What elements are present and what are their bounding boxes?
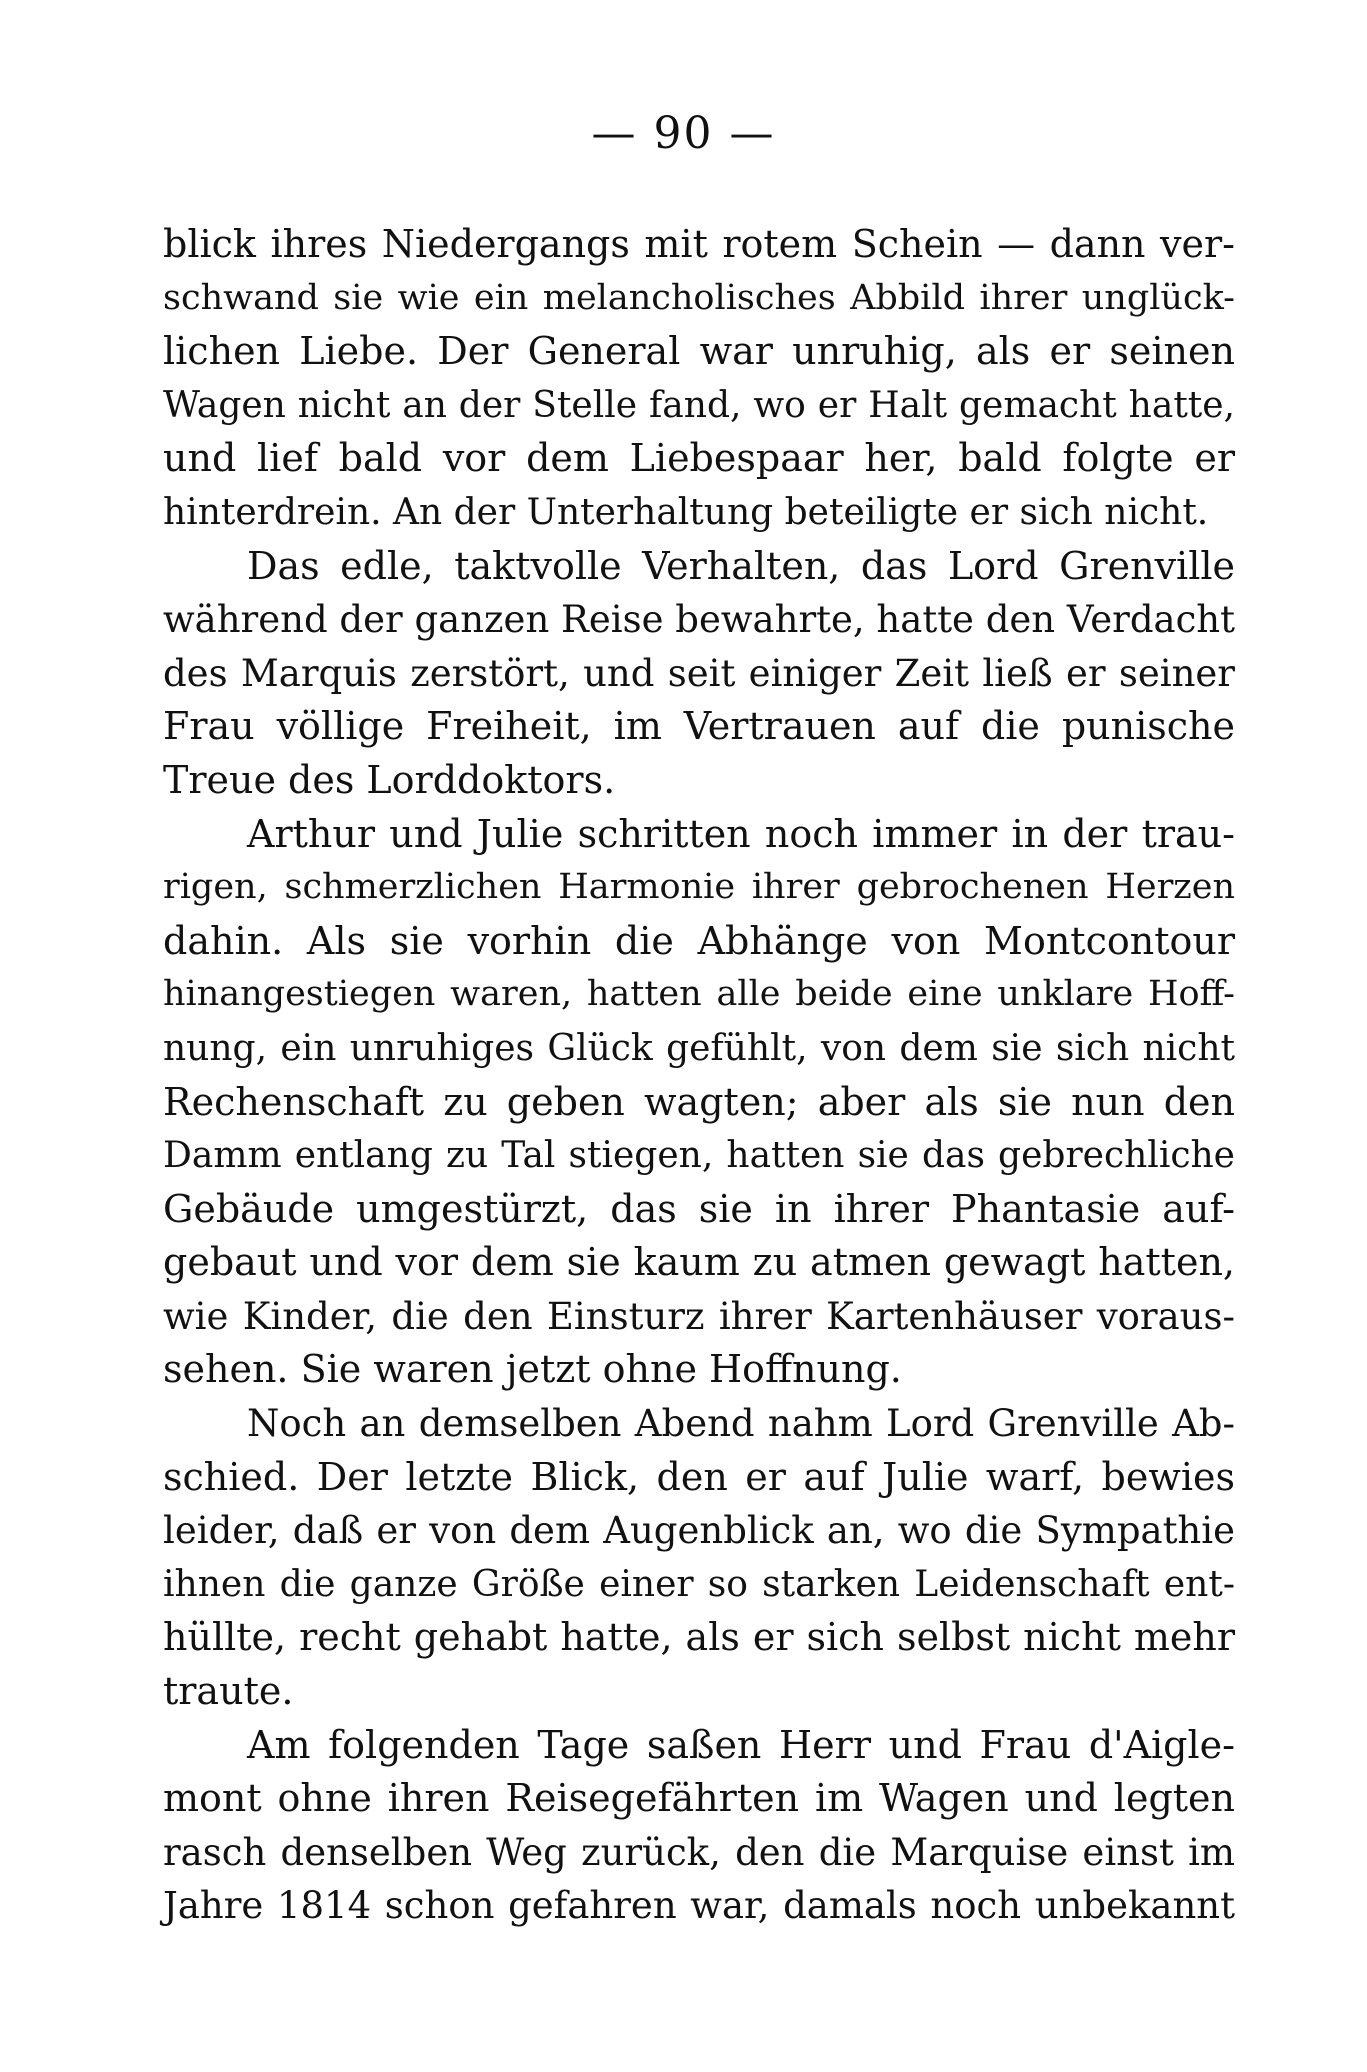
- paragraph-start-line: Arthur und Julie schritten noch immer in der trau-: [247, 811, 1235, 856]
- text-line: und lief bald vor dem Liebespaar her, bald folgte er: [163, 436, 1235, 481]
- text-line: gebaut und vor dem sie kaum zu atmen gewagt hatten,: [163, 1240, 1235, 1285]
- body-text: [163, 218, 1235, 1933]
- page-number: — 90 —: [591, 108, 776, 159]
- text-line: nung, ein unruhiges Glück gefühlt, von dem sie sich nicht: [163, 1027, 1235, 1069]
- text-line: schwand sie wie ein melancholisches Abbild ihrer unglück-: [163, 277, 1235, 318]
- text-line: sehen. Sie waren jetzt ohne Hoffnung.: [163, 1347, 902, 1392]
- text-line: hinangestiegen waren, hatten alle beide eine unklare Hoff-: [163, 974, 1235, 1015]
- text-line: Treue des Lorddoktors.: [163, 757, 616, 802]
- text-line: während der ganzen Reise bewahrte, hatte den Verdacht: [163, 598, 1235, 642]
- paragraph-start-line: Am folgenden Tage saßen Herr und Frau d'Aigle-: [247, 1722, 1235, 1767]
- text-line: Damm entlang zu Tal stiegen, hatten sie das gebrechliche: [163, 1135, 1235, 1177]
- text-line: leider, daß er von dem Augenblick an, wo die Sympathie: [163, 1509, 1235, 1553]
- text-line: ihnen die ganze Größe einer so starken Leidenschaft ent-: [163, 1563, 1235, 1605]
- text-line: Jahre 1814 schon gefahren war, damals noch unbekannt: [163, 1884, 1235, 1928]
- paragraph-start-line: Das edle, taktvolle Verhalten, das Lord Grenville: [247, 543, 1235, 588]
- text-line: rasch denselben Weg zurück, den die Marquise einst im: [163, 1830, 1235, 1874]
- text-line: Rechenschaft zu geben wagten; aber als sie nun den: [163, 1079, 1235, 1124]
- text-line: lichen Liebe. Der General war unruhig, als er seinen: [163, 329, 1235, 374]
- text-line: hinterdrein. An der Unterhaltung beteiligte er sich nicht.: [163, 491, 1209, 533]
- text-line: mont ohne ihren Reisegefährten im Wagen und legten: [163, 1776, 1235, 1821]
- text-line: traute.: [163, 1669, 294, 1714]
- text-line: Frau völlige Freiheit, im Vertrauen auf die punische: [163, 704, 1235, 749]
- text-line: hüllte, recht gehabt hatte, als er sich selbst nicht mehr: [163, 1615, 1235, 1660]
- text-line: schied. Der letzte Blick, den er auf Julie warf, bewies: [163, 1454, 1235, 1499]
- text-line: Gebäude umgestürzt, das sie in ihrer Phantasie auf-: [163, 1186, 1235, 1231]
- text-line: des Marquis zerstört, und seit einiger Zeit ließ er seiner: [163, 651, 1235, 695]
- text-line: blick ihres Niedergangs mit rotem Schein — dann ver-: [163, 222, 1235, 266]
- text-line: rigen, schmerzlichen Harmonie ihrer gebrochenen Herzen: [163, 867, 1235, 908]
- text-line: wie Kinder, die den Einsturz ihrer Kartenhäuser voraus-: [163, 1294, 1235, 1338]
- paragraph-start-line: Noch an demselben Abend nahm Lord Grenville Ab-: [247, 1402, 1235, 1446]
- text-line: dahin. Als sie vorhin die Abhänge von Montcontour: [163, 918, 1235, 963]
- text-line: Wagen nicht an der Stelle fand, wo er Halt gemacht hatte,: [163, 384, 1235, 426]
